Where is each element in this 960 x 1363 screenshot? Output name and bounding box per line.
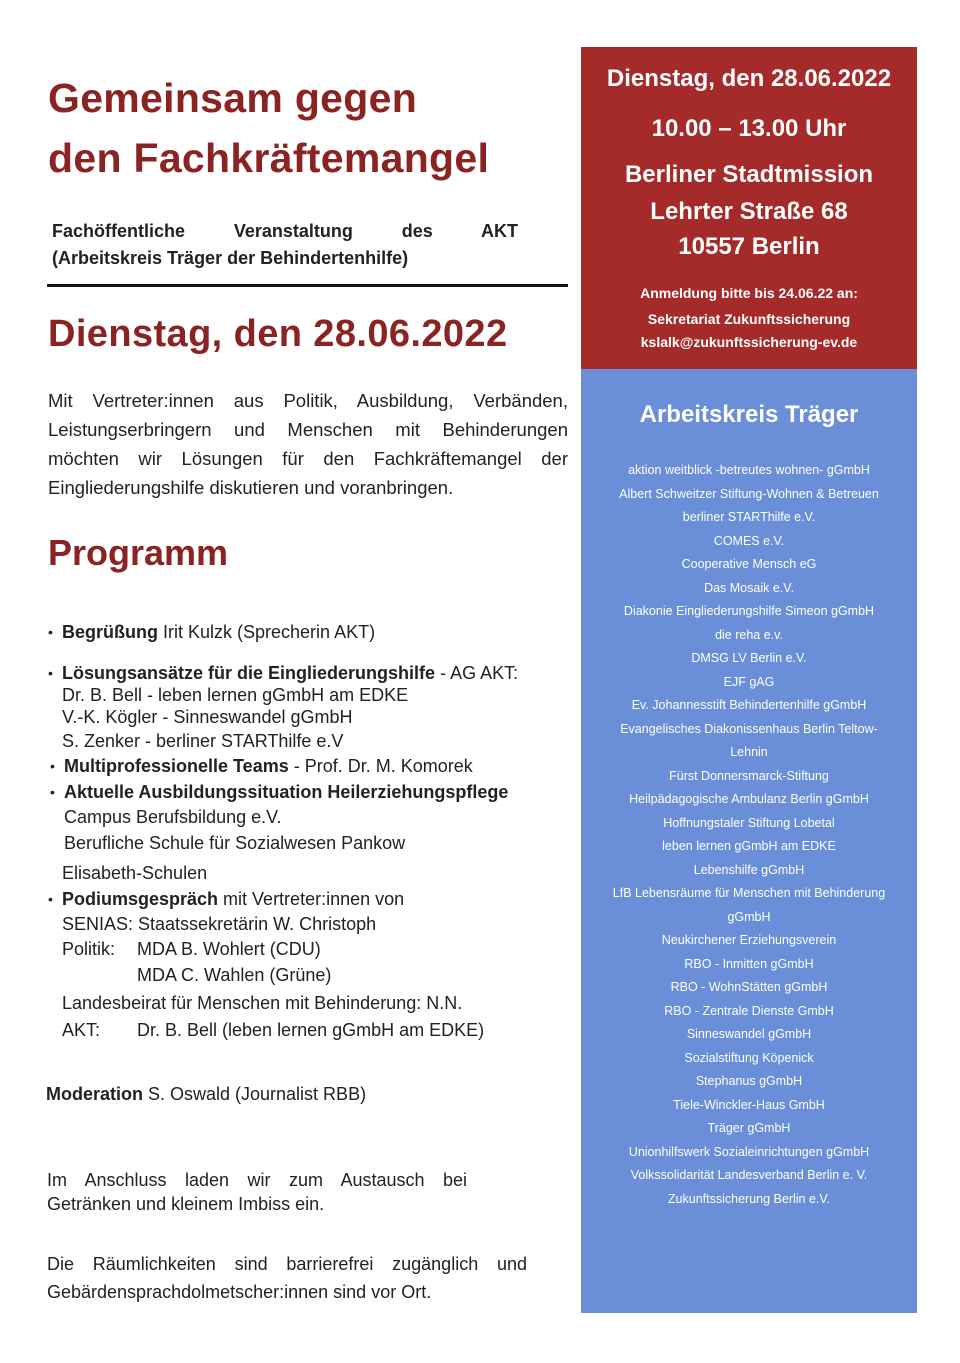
training-item: Berufliche Schule für Sozialwesen Pankow [64,833,406,853]
intro-line: Mit Vertreter:innen aus Politik, Ausbildung, Verbänden, [48,390,568,411]
program-item-greeting: • Begrüßung Irit Kulzk (Sprecherin AKT) [48,622,376,642]
member-item: gGmbH [727,909,771,924]
member-item: Stephanus gGmbH [695,1074,803,1088]
members-heading: Arbeitskreis Träger [639,401,859,428]
program-person: Dr. B. Bell - leben lernen gGmbH am EDKE [62,685,409,705]
intro-line: möchten wir Lösungen für den Fachkräftemangel der [48,448,568,469]
access-line-2: Gebärdensprachdolmetscher:innen sind vor Ort. [47,1282,432,1302]
title-line-1: Gemeinsam gegen [48,75,418,121]
divider [47,284,568,287]
member-item: LfB Lebensräume für Menschen mit Behinderung [612,886,886,900]
program-person: V.-K. Kögler - Sinneswandel gGmbH [62,707,353,727]
member-item: Evangelisches Diakonissenhaus Berlin Teltow- [620,721,878,736]
bullet-icon: • [48,891,53,907]
member-item: Diakonie Eingliederungshilfe Simeon gGmbH [623,604,875,618]
access-line-1: Die Räumlichkeiten sind barrierefrei zugänglich und [47,1254,527,1274]
member-item: Unionhilfswerk Sozialeinrichtungen gGmbH [628,1144,870,1159]
closing-line-2: Getränken und kleinem Imbiss ein. [47,1194,325,1214]
subtitle-line-2: (Arbeitskreis Träger der Behindertenhilfe) [52,248,409,268]
program-item-training: • Aktuelle Ausbildungssituation Heilerziehungspflege [50,782,509,802]
training-item: Campus Berufsbildung e.V. [64,807,282,827]
member-item: Sozialstiftung Köpenick [684,1050,814,1065]
intro-line: Leistungserbringern und Menschen mit Behinderungen [48,419,568,440]
page-title [48,68,578,188]
member-item: DMSG LV Berlin e.V. [691,651,807,665]
program-item-podium: • Podiumsgespräch mit Vertreter:innen von [48,889,405,909]
member-item: Cooperative Mensch eG [681,557,817,571]
member-item: Lehnin [730,745,768,759]
member-item: EJF gAG [723,674,775,689]
program-item-solutions: • Lösungsansätze für die Eingliederungshilfe - AG AKT: [48,663,519,683]
member-item: RBO - Zentrale Dienste GmbH [664,1003,834,1018]
intro-paragraph [48,386,568,502]
moderation: Moderation S. Oswald (Journalist RBB) [46,1084,367,1104]
podium-akt-label: AKT: [62,1020,101,1040]
member-item: Volkssolidarität Landesverband Berlin e. V. [630,1168,868,1182]
program-heading: Programm [48,532,229,573]
member-item: Neukirchener Erziehungsverein [661,933,837,947]
members-box [581,369,917,1313]
podium-akt-value: Dr. B. Bell (leben lernen gGmbH am EDKE) [137,1020,485,1040]
bullet-icon: • [50,784,55,800]
member-item: Heilpädagogische Ambulanz Berlin gGmbH [629,792,869,806]
member-item: Fürst Donnersmarck-Stiftung [669,768,829,783]
event-street: Lehrter Straße 68 [650,198,848,225]
event-city: 10557 Berlin [678,233,820,260]
member-item: RBO - Inmitten gGmbH [684,956,814,971]
bullet-icon: • [50,758,55,774]
member-item: die reha e.v. [715,627,783,642]
member-item: Albert Schweitzer Stiftung-Wohnen & Betreuen [619,486,879,501]
event-venue: Berliner Stadtmission [624,161,874,188]
date-heading: Dienstag, den 28.06.2022 [48,313,508,355]
registration-email[interactable]: kslalk@zukunftssicherung-ev.de [640,334,858,350]
member-item: leben lernen gGmbH am EDKE [662,839,836,853]
member-item: Hoffnungstaler Stiftung Lobetal [663,815,835,830]
member-item: RBO - WohnStätten gGmbH [670,980,828,994]
member-item: Zukunftssicherung Berlin e.V. [667,1191,831,1206]
event-time: 10.00 – 13.00 Uhr [651,115,847,142]
intro-line: Eingliederungshilfe diskutieren und voranbringen. [48,477,454,498]
event-date: Dienstag, den 28.06.2022 [606,65,892,92]
event-info-box [581,47,917,369]
members-list [581,459,917,1211]
registration-contact: Sekretariat Zukunftssicherung [647,311,851,327]
podium-politik-2: MDA C. Wahlen (Grüne) [137,965,332,985]
member-item: COMES e.V. [713,533,785,548]
member-item: Das Mosaik e.V. [704,580,794,595]
podium-politik-1: MDA B. Wohlert (CDU) [137,939,321,959]
member-item: Sinneswandel gGmbH [686,1027,812,1041]
member-item: berliner STARThilfe e.V. [682,510,816,524]
podium-politik-label: Politik: [62,939,116,959]
member-item: Lebenshilfe gGmbH [693,862,805,877]
program-person: S. Zenker - berliner STARThilfe e.V [62,731,344,751]
member-item: Tiele-Winckler-Haus GmbH [673,1097,825,1112]
member-item: Träger gGmbH [707,1121,791,1135]
bullet-icon: • [48,665,53,681]
member-item: aktion weitblick -betreutes wohnen- gGmbH [628,463,870,477]
subtitle-line-1: Fachöffentliche Veranstaltung des AKT [52,221,518,241]
closing-line-1: Im Anschluss laden wir zum Austausch bei [47,1170,467,1190]
program-item-teams: • Multiprofessionelle Teams - Prof. Dr. M. Komorek [50,756,473,776]
member-item: Ev. Johannesstift Behindertenhilfe gGmbH [631,698,867,712]
title-line-2: den Fachkräftemangel [48,135,490,181]
registration-deadline: Anmeldung bitte bis 24.06.22 an: [640,285,858,301]
training-item: Elisabeth-Schulen [62,863,208,883]
bullet-icon: • [48,624,53,640]
podium-landesbeirat: Landesbeirat für Menschen mit Behinderung: N.N. [62,993,463,1013]
podium-senias: SENIAS: Staatssekretärin W. Christoph [62,914,377,934]
